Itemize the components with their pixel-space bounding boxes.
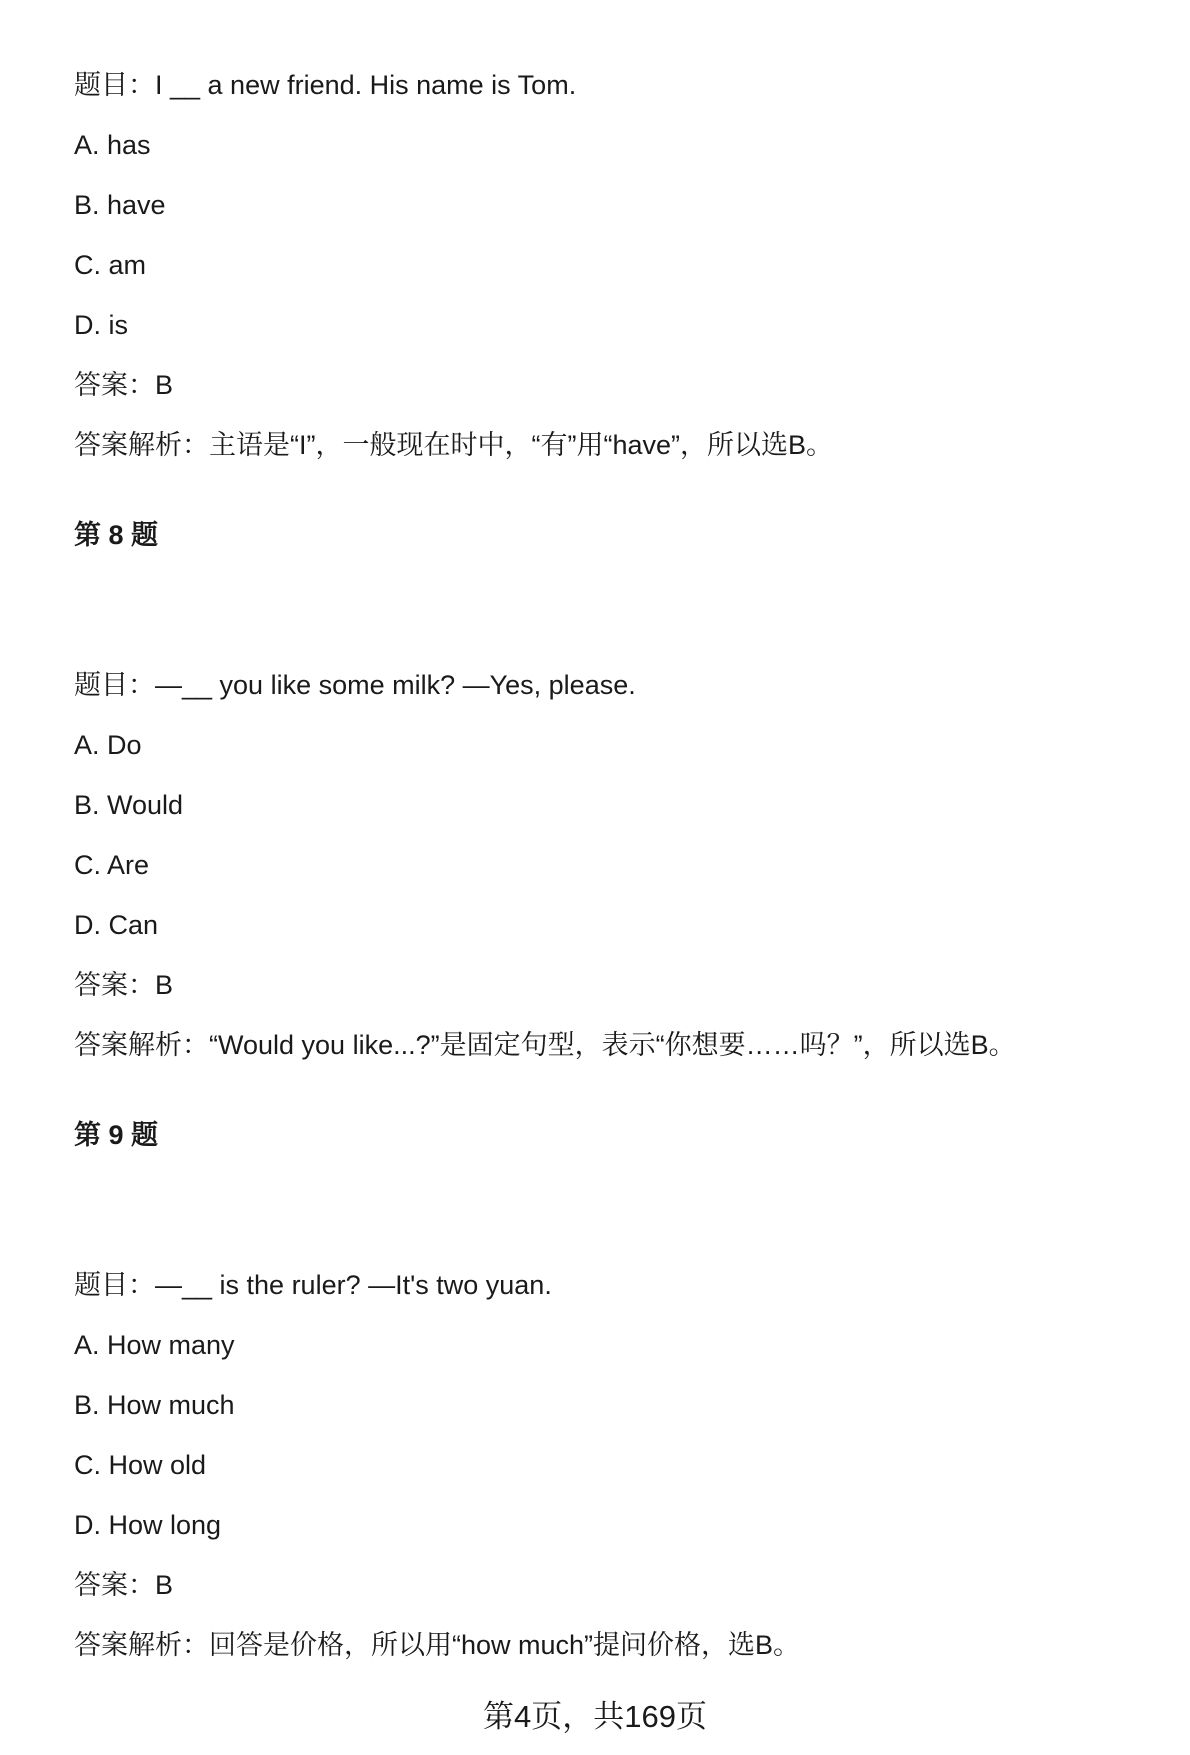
question-7-option-a: A. has (74, 130, 151, 160)
question-8-text: 题目：—__ you like some milk? —Yes, please. (74, 670, 636, 700)
question-9-answer: 答案：B (74, 1570, 174, 1600)
question-7-analysis: 答案解析：主语是“I”，一般现在时中，“有”用“have”，所以选B。 (74, 430, 834, 460)
question-7-answer: 答案：B (74, 370, 174, 400)
question-9-analysis: 答案解析：回答是价格，所以用“how much”提问价格，选B。 (74, 1630, 801, 1660)
question-7-option-d: D. is (74, 310, 128, 340)
question-9-option-b: B. How much (74, 1390, 235, 1420)
question-9-option-c: C. How old (74, 1450, 207, 1480)
question-8-option-d: D. Can (74, 910, 159, 940)
question-7-option-b: B. have (74, 190, 166, 220)
question-8-option-c: C. Are (74, 850, 150, 880)
question-8-analysis: 答案解析：“Would you like...?”是固定句型，表示“你想要……吗？”，所以选B。 (74, 1030, 1016, 1060)
question-8-option-a: A. Do (74, 730, 142, 760)
question-9-option-a: A. How many (74, 1330, 235, 1360)
question-8-option-b: B. Would (74, 790, 184, 820)
question-9-text: 题目：—__ is the ruler? —It's two yuan. (74, 1270, 552, 1300)
page-indicator: 第4页，共169页 (483, 1699, 707, 1734)
question-7-option-c: C. am (74, 250, 147, 280)
question-8-heading: 第 8 题 (74, 520, 159, 550)
question-9-option-d: D. How long (74, 1510, 222, 1540)
question-9-heading: 第 9 题 (74, 1120, 159, 1150)
question-8-answer: 答案：B (74, 970, 174, 1000)
question-7-text: 题目：I __ a new friend. His name is Tom. (74, 70, 577, 100)
